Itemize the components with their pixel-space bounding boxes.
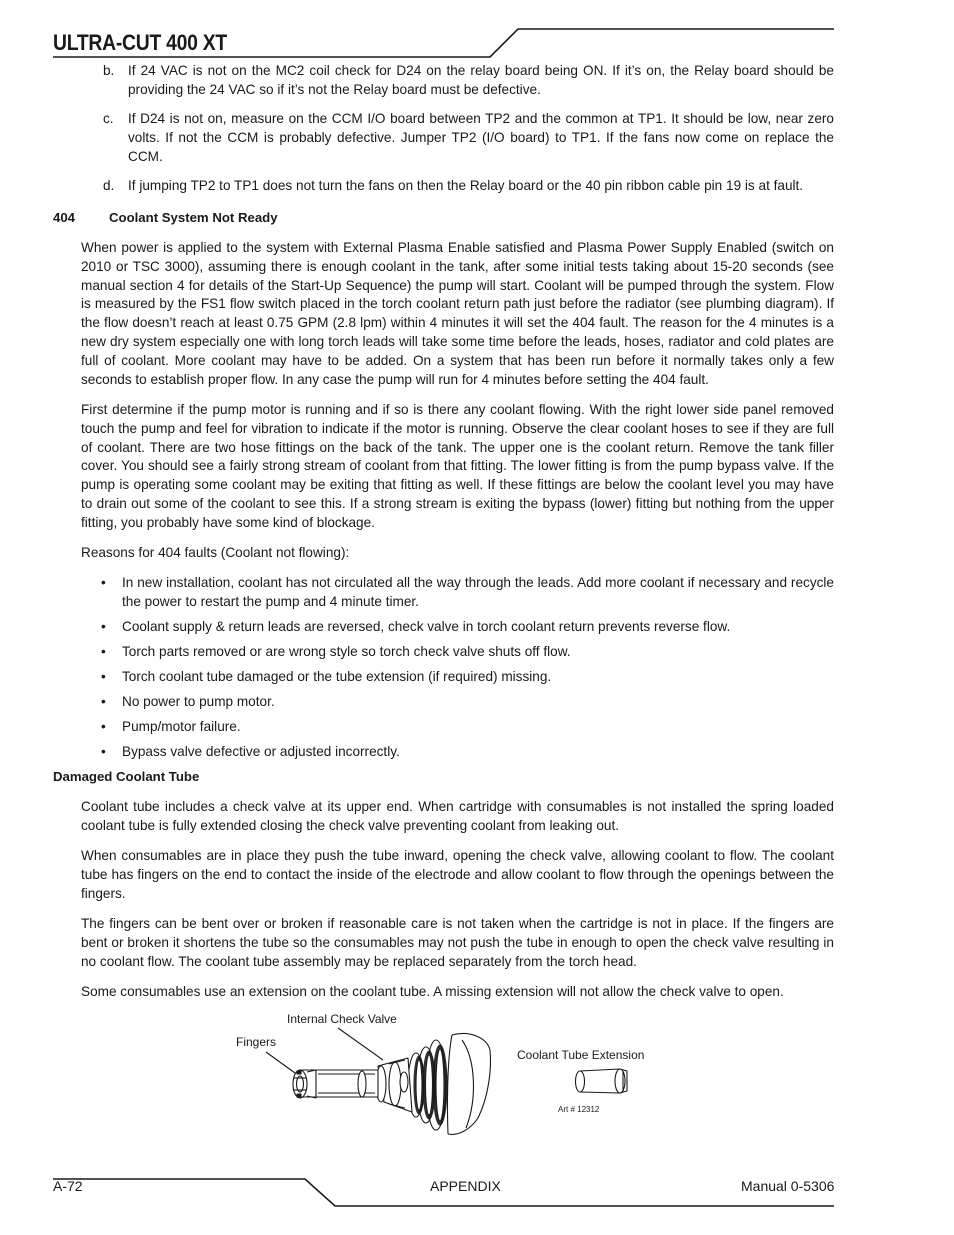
section-number: 404	[53, 210, 76, 225]
subsection-title: Damaged Coolant Tube	[53, 769, 200, 784]
damaged-paragraph-3: The fingers can be bent over or broken if reasonable care is not taken when the cartridge is not in place. If the fingers are bent or broken it shortens the tube so the consumables may not push the tube in enough to open the check valve resulting in no coolant flow. The coolant tube assembly may be replaced separately from the torch head.	[81, 916, 834, 969]
bullet-glyph: •	[101, 644, 106, 659]
bullet-text: Bypass valve defective or adjusted incorrectly.	[122, 744, 400, 759]
bullet-glyph: •	[101, 619, 106, 634]
page-number: A-72	[53, 1178, 83, 1194]
label-internal-check-valve: Internal Check Valve	[287, 1012, 397, 1026]
bullet-text: Pump/motor failure.	[122, 719, 241, 734]
bullet-glyph: •	[101, 744, 106, 759]
bullet-text: In new installation, coolant has not circulated all the way through the leads. Add more coolant if necessary and recycle the power to restart the pump and 4 minute timer.	[122, 575, 834, 609]
item-label: c.	[103, 111, 114, 126]
section-paragraph-3: Reasons for 404 faults (Coolant not flowing):	[81, 545, 350, 560]
damaged-paragraph-2: When consumables are in place they push the tube inward, opening the check valve, allowing coolant to flow. The coolant tube has fingers on the end to contact the inside of the electrode and allow coolant to flow through the openings between the fingers.	[81, 848, 834, 901]
section-paragraph-1: When power is applied to the system with External Plasma Enable satisfied and Plasma Power Supply Enabled (switch on 2010 or TSC 3000), assuming there is enough coolant in the tank, after some initial tests taking about 15-20 seconds (see manual section 4 for details of the Start-Up Sequence) the pump will start. Coolant will be pumped through the system. Flow is measured by the FS1 flow switch placed in the torch coolant return path just before the radiator (see plumbing diagram). If the flow doesn’t reach at least 0.75 GPM (2.8 lpm) within 4 minutes it will set the 404 fault. The reason for the 4 minutes is a new dry system especially one with long torch leads will take some time before the leads, hoses, radiator and cold plates are full of coolant. More coolant may have to be added. On a system that has been run before it normally takes only a few seconds to establish proper flow. In any case the pump will run for 4 minutes before setting the 404 fault.	[81, 240, 834, 387]
bullet-glyph: •	[101, 694, 106, 709]
label-fingers: Fingers	[236, 1035, 277, 1049]
section-paragraph-2: First determine if the pump motor is running and if so is there any coolant flowing. With the right lower side panel removed touch the pump and feel for vibration to indicate if the motor is running. Observe the clear coolant hoses to see if they are full of coolant. There are two hose fittings on the back of the tank. The upper one is the coolant return. Remove the tank filler cover. You should see a fairly strong stream of coolant from that fitting. The lower fitting is from the pump bypass valve. If the pump is operating some coolant may be exiting that fitting as well. If these fittings are below the coolant level you may have to drain out some of the coolant to see this. If a strong stream is exiting the bypass (lower) fitting but nothing from the upper fitting, you probably have some kind of blockage.	[81, 402, 834, 530]
damaged-paragraph-1: Coolant tube includes a check valve at its upper end. When cartridge with consumables is not installed the spring loaded coolant tube is fully extended closing the check valve preventing coolant from leaking out.	[81, 799, 834, 833]
bullet-glyph: •	[101, 669, 106, 684]
item-text: If jumping TP2 to TP1 does not turn the fans on then the Relay board or the 40 pin ribbon cable pin 19 is at fault.	[128, 178, 804, 193]
item-label: d.	[103, 178, 115, 193]
bullet-text: Torch parts removed or are wrong style so torch check valve shuts off flow.	[122, 644, 571, 659]
bullet-glyph: •	[101, 719, 106, 734]
item-text: If D24 is not on, measure on the CCM I/O board between TP2 and the common at TP1. It should be low, near zero volts. If not the CCM is probably defective. Jumper TP2 (I/O board) to TP1. If the fans now come on replace the CCM.	[128, 111, 834, 164]
damaged-paragraph-4: Some consumables use an extension on the coolant tube. A missing extension will not allow the check valve to open.	[81, 984, 784, 999]
art-number: Art # 12312	[558, 1105, 600, 1114]
section-title: Coolant System Not Ready	[109, 210, 278, 225]
label-coolant-tube-extension: Coolant Tube Extension	[517, 1048, 645, 1062]
footer-section: APPENDIX	[430, 1178, 501, 1194]
coolant-tube-extension	[576, 1069, 628, 1093]
check-valve-leader	[338, 1028, 383, 1060]
bullet-glyph: •	[101, 575, 106, 590]
item-text: If 24 VAC is not on the MC2 coil check for D24 on the relay board being ON. If it’s on, the Relay board should be providing the 24 VAC so if it’s not the Relay board must be defective.	[128, 63, 834, 97]
page-header-title: ULTRA-CUT 400 XT	[53, 30, 227, 55]
bullet-text: Coolant supply & return leads are reversed, check valve in torch coolant return prevents reverse flow.	[122, 619, 731, 634]
bullet-text: No power to pump motor.	[122, 694, 275, 709]
manual-number: Manual 0-5306	[741, 1178, 835, 1194]
bullet-text: Torch coolant tube damaged or the tube extension (if required) missing.	[122, 669, 552, 684]
fingers-leader	[266, 1052, 295, 1073]
item-label: b.	[103, 63, 115, 78]
